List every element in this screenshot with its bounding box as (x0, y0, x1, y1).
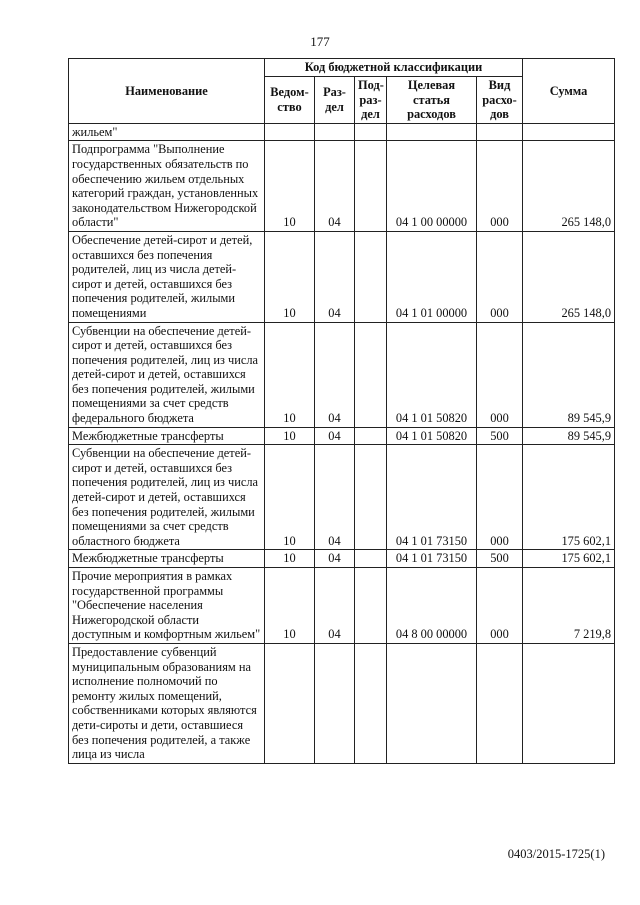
cell-podrazdel (355, 427, 387, 445)
cell-podrazdel (355, 231, 387, 322)
cell-vid: 500 (477, 550, 523, 568)
cell-vedomstvo: 10 (265, 322, 315, 427)
cell-vedomstvo: 10 (265, 550, 315, 568)
cell-razdel (315, 123, 355, 141)
cell-razdel: 04 (315, 141, 355, 232)
cell-podrazdel (355, 643, 387, 763)
cell-razdel: 04 (315, 427, 355, 445)
cell-target: 04 8 00 00000 (387, 568, 477, 644)
cell-vid: 000 (477, 231, 523, 322)
cell-vedomstvo (265, 123, 315, 141)
cell-sum (523, 643, 615, 763)
cell-razdel: 04 (315, 322, 355, 427)
cell-vid (477, 123, 523, 141)
cell-razdel: 04 (315, 568, 355, 644)
cell-sum: 175 602,1 (523, 445, 615, 550)
cell-target: 04 1 00 00000 (387, 141, 477, 232)
cell-vedomstvo (265, 643, 315, 763)
cell-razdel: 04 (315, 550, 355, 568)
cell-vid: 000 (477, 445, 523, 550)
cell-vid: 000 (477, 568, 523, 644)
cell-sum: 7 219,8 (523, 568, 615, 644)
header-vedomstvo: Ведом-ство (265, 77, 315, 124)
cell-vedomstvo: 10 (265, 568, 315, 644)
header-target: Целевая статья расходов (387, 77, 477, 124)
cell-sum: 89 545,9 (523, 322, 615, 427)
cell-vedomstvo: 10 (265, 141, 315, 232)
cell-name: Межбюджетные трансферты (69, 550, 265, 568)
cell-target (387, 643, 477, 763)
cell-target: 04 1 01 50820 (387, 322, 477, 427)
header-podrazdel: Под-раз-дел (355, 77, 387, 124)
cell-podrazdel (355, 550, 387, 568)
table-row (69, 123, 615, 141)
cell-vid: 500 (477, 427, 523, 445)
header-name: Наименование (69, 59, 265, 124)
document-number: 0403/2015-1725(1) (507, 847, 605, 861)
table-row (69, 231, 615, 322)
table-row (69, 568, 615, 644)
cell-target: 04 1 01 73150 (387, 550, 477, 568)
cell-sum: 175 602,1 (523, 550, 615, 568)
cell-name: Субвенции на обеспечение детей-сирот и детей, оставшихся без попечения родителей, лиц из числа детей-сирот и детей, оставшихся без попечения родителей, жилыми помещениями за счет средств федерального бюджета (69, 322, 265, 427)
cell-sum (523, 123, 615, 141)
cell-sum: 265 148,0 (523, 141, 615, 232)
cell-razdel: 04 (315, 445, 355, 550)
cell-vedomstvo: 10 (265, 231, 315, 322)
cell-vid: 000 (477, 322, 523, 427)
table-row (69, 445, 615, 550)
header-code-group: Код бюджетной классификации (265, 59, 523, 77)
cell-name: Обеспечение детей-сирот и детей, оставшихся без попечения родителей, лиц из числа детей-сирот и детей, оставшихся без попечения родителей, жилыми помещениями (69, 231, 265, 322)
cell-name: Прочие мероприятия в рамках государственной программы "Обеспечение населения Нижегородской области доступным и комфортным жильем" (69, 568, 265, 644)
page-number: 177 (310, 34, 330, 49)
cell-sum: 265 148,0 (523, 231, 615, 322)
header-razdel: Раз-дел (315, 77, 355, 124)
cell-target: 04 1 01 00000 (387, 231, 477, 322)
cell-sum: 89 545,9 (523, 427, 615, 445)
table-row (69, 643, 615, 763)
cell-name: жильем" (69, 123, 265, 141)
cell-name: Межбюджетные трансферты (69, 427, 265, 445)
cell-vid (477, 643, 523, 763)
header-sum: Сумма (523, 59, 615, 124)
cell-target: 04 1 01 50820 (387, 427, 477, 445)
cell-vedomstvo: 10 (265, 445, 315, 550)
cell-target: 04 1 01 73150 (387, 445, 477, 550)
header-vid: Вид расхо-дов (477, 77, 523, 124)
cell-name: Субвенции на обеспечение детей-сирот и детей, оставшихся без попечения родителей, лиц из числа детей-сирот и детей, оставшихся без попечения родителей, жилыми помещениями за счет средств областного бюджета (69, 445, 265, 550)
cell-target (387, 123, 477, 141)
table-row (69, 322, 615, 427)
cell-name: Подпрограмма "Выполнение государственных обязательств по обеспечению жильем отдельных категорий граждан, установленных законодательством Нижегородской области" (69, 141, 265, 232)
cell-podrazdel (355, 123, 387, 141)
budget-table (68, 58, 615, 764)
cell-vid: 000 (477, 141, 523, 232)
cell-podrazdel (355, 568, 387, 644)
table-row (69, 141, 615, 232)
cell-podrazdel (355, 322, 387, 427)
cell-name: Предоставление субвенций муниципальным образованиям на исполнение полномочий по ремонту жилых помещений, собственниками которых являются дети-сироты и дети, оставшиеся без попечения родителей, а также лица из числа (69, 643, 265, 763)
table-row (69, 427, 615, 445)
table-row (69, 550, 615, 568)
cell-podrazdel (355, 141, 387, 232)
header-row-top (69, 59, 615, 77)
cell-razdel: 04 (315, 231, 355, 322)
cell-podrazdel (355, 445, 387, 550)
cell-vedomstvo: 10 (265, 427, 315, 445)
cell-razdel (315, 643, 355, 763)
